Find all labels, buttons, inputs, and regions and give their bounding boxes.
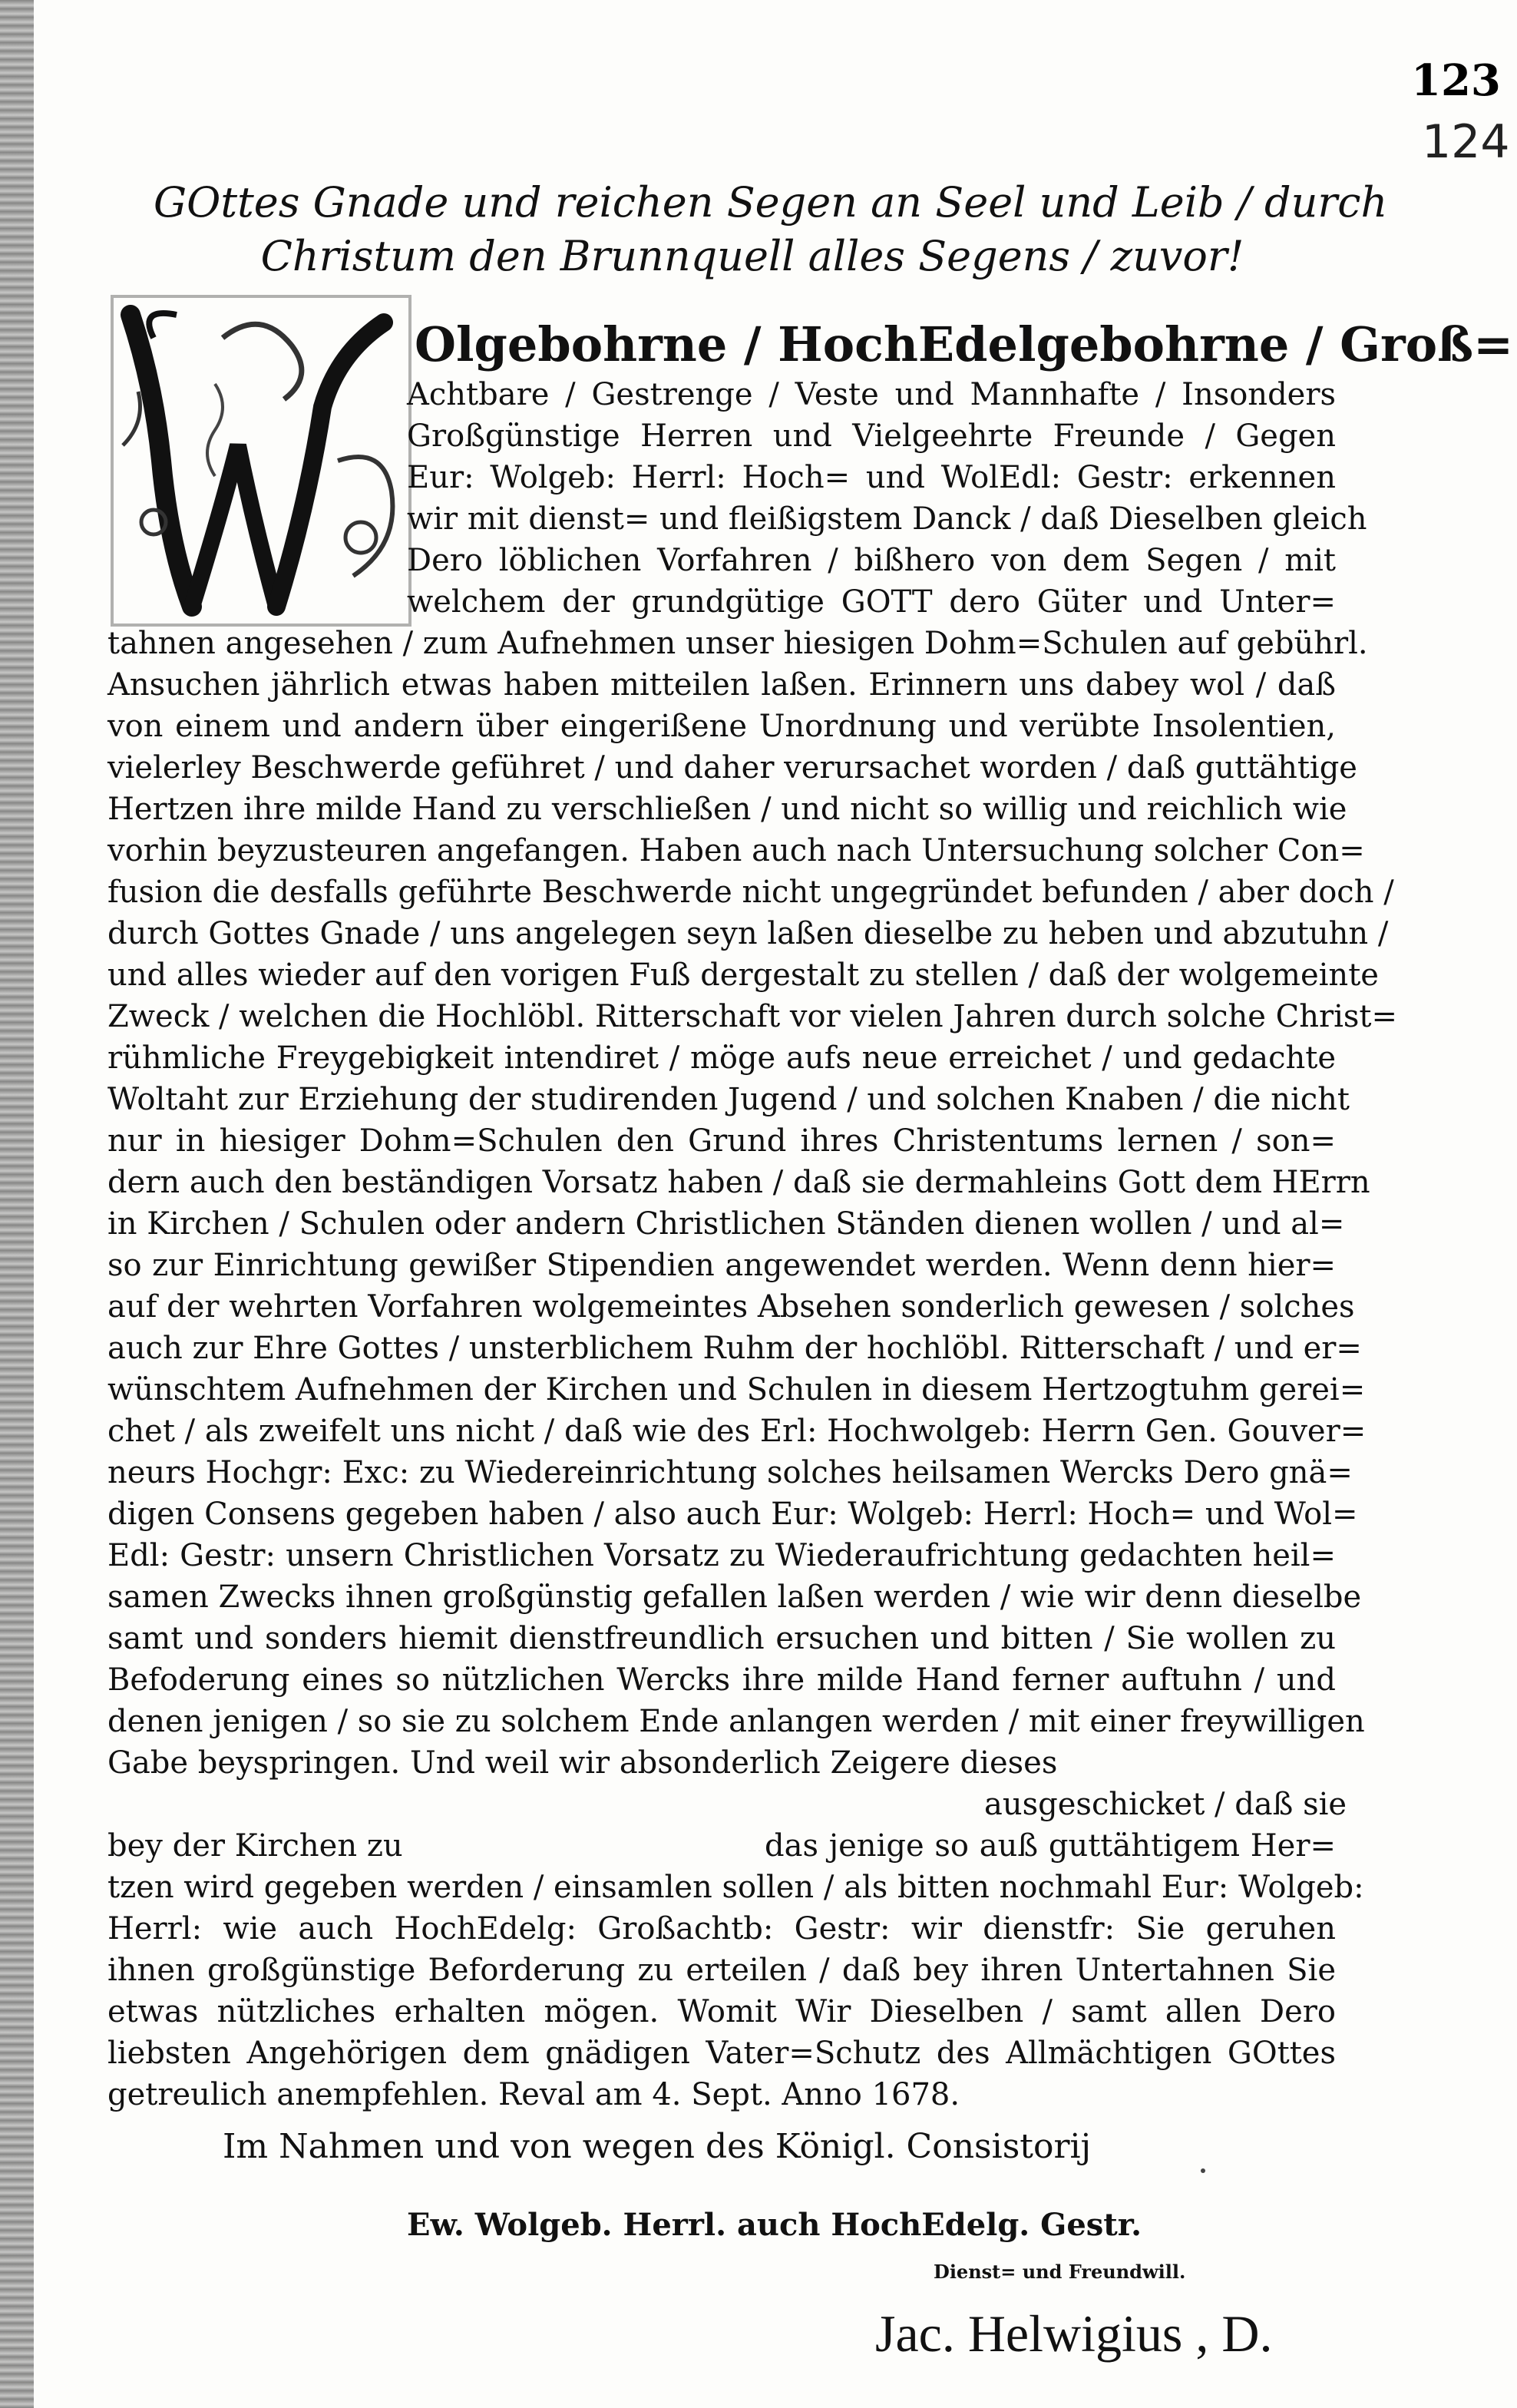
page-number: 123	[1411, 55, 1501, 106]
tail-line-6: getreulich anempfehlen. Reval am 4. Sept. Anno 1678.	[107, 2077, 960, 2112]
body-line-30: Edl: Gestr: unsern Christlichen Vorsatz zu Wiederaufrichtung gedachten heil=	[107, 1538, 1336, 1573]
body-line-20: nur in hiesiger Dohm=Schulen den Grund ihres Christentums lernen / son=	[107, 1123, 1336, 1159]
page-number-handwritten: 124	[1422, 115, 1510, 169]
body-line-12: Hertzen ihre milde Hand zu verschließen / und nicht so willig und reichlich wie	[107, 792, 1347, 827]
body-line-27: chet / als zweifelt uns nicht / daß wie des Erl: Hochwolgeb: Herrn Gen. Gouver=	[107, 1414, 1367, 1449]
signature: Jac. Helwigius , D.	[875, 2304, 1273, 2363]
tail-line-3: ihnen großgünstige Beforderung zu erteilen / daß bey ihren Untertahnen Sie	[107, 1953, 1336, 1988]
consistory-line: Im Nahmen und von wegen des Königl. Consistorij	[223, 2127, 1092, 2166]
heading-line-1: GOttes Gnade und reichen Segen an Seel und Leib / durch	[154, 178, 1388, 227]
tail-line-1: tzen wird gegeben werden / einsamlen sollen / als bitten nochmahl Eur: Wolgeb:	[107, 1870, 1364, 1905]
body-line-26: wünschtem Aufnehmen der Kirchen und Schulen in diesem Hertzogtuhm gerei=	[107, 1372, 1366, 1407]
address-line: Ew. Wolgeb. Herrl. auch HochEdelg. Gestr.	[407, 2207, 1142, 2243]
body-line-16: und alles wieder auf den vorigen Fuß dergestalt zu stellen / daß der wolgemeinte	[107, 958, 1379, 993]
body-line-22: in Kirchen / Schulen oder andern Christlichen Ständen dienen wollen / und al=	[107, 1206, 1345, 1242]
body-line-8: tahnen angesehen / zum Aufnehmen unser hiesigen Dohm=Schulen auf gebührl.	[107, 626, 1368, 661]
body-line-11: vielerley Beschwerde geführet / und daher verursachet worden / daß guttähtige	[107, 750, 1357, 786]
body-line-24: auf der wehrten Vorfahren wolgemeintes Absehen sonderlich gewesen / solches	[107, 1289, 1355, 1325]
heading-line-2: Christum den Brunnquell alles Segens / zuvor!	[260, 232, 1244, 280]
body-line-33: Befoderung eines so nützlichen Wercks ihre milde Hand ferner auftuhn / und	[107, 1662, 1336, 1698]
service-line: Dienst= und Freundwill.	[934, 2261, 1186, 2283]
body-line-17: Zweck / welchen die Hochlöbl. Ritterschaft vor vielen Jahren durch solche Christ=	[107, 999, 1398, 1034]
body-line-14: fusion die desfalls geführte Beschwerde nicht ungegründet befunden / aber doch /	[107, 875, 1394, 910]
body-line-6: Dero löblichen Vorfahren / bißhero von dem Segen / mit	[407, 543, 1336, 578]
body-line-7: welchem der grundgütige GOTT dero Güter und Unter=	[407, 584, 1336, 620]
body-line-13: vorhin beyzusteuren angefangen. Haben auch nach Untersuchung solcher Con=	[107, 833, 1365, 868]
body-line-25: auch zur Ehre Gottes / unsterblichem Ruhm der hochlöbl. Ritterschaft / und er=	[107, 1331, 1362, 1366]
body-line-35: Gabe beyspringen. Und weil wir absonderlich Zeigere dieses	[107, 1745, 1058, 1781]
drop-cap-ornament	[107, 292, 415, 630]
body-line-2: Achtbare / Gestrenge / Veste und Mannhafte / Insonders	[407, 377, 1336, 412]
ink-speck	[1201, 2168, 1205, 2173]
body-line-23: so zur Einrichtung gewißer Stipendien angewendet werden. Wenn denn hier=	[107, 1248, 1336, 1283]
body-line-3: Großgünstige Herren und Vielgeehrte Freunde / Gegen	[407, 418, 1336, 454]
drop-cap-w	[107, 292, 415, 630]
tail-line-4: etwas nützliches erhalten mögen. Womit Wir Dieselben / samt allen Dero	[107, 1994, 1336, 2029]
body-line-18: rühmliche Freygebigkeit intendiret / möge aufs neue erreichet / und gedachte	[107, 1040, 1336, 1076]
body-line-34: denen jenigen / so sie zu solchem Ende anlangen werden / mit einer freywilligen	[107, 1704, 1365, 1739]
body-line-4: Eur: Wolgeb: Herrl: Hoch= und WolEdl: Gestr: erkennen	[407, 460, 1336, 495]
body-line-10: von einem und andern über eingerißene Unordnung und verübte Insolentien,	[107, 709, 1336, 744]
body-line-28: neurs Hochgr: Exc: zu Wiedereinrichtung solches heilsamen Wercks Dero gnä=	[107, 1455, 1353, 1490]
tail-line-2: Herrl: wie auch HochEdelg: Großachtb: Gestr: wir dienstfr: Sie geruhen	[107, 1911, 1336, 1947]
body-line-31: samen Zwecks ihnen großgünstig gefallen laßen werden / wie wir denn dieselbe	[107, 1579, 1362, 1615]
body-line-1: Olgebohrne / HochEdelgebohrne / Groß=	[415, 316, 1514, 372]
gap-line-left: bey der Kirchen zu	[107, 1828, 403, 1864]
body-line-29: digen Consens gegeben haben / also auch Eur: Wolgeb: Herrl: Hoch= und Wol=	[107, 1497, 1358, 1532]
body-line-19: Woltaht zur Erziehung der studirenden Jugend / und solchen Knaben / die nicht	[107, 1082, 1350, 1117]
scan-edge	[0, 0, 34, 2408]
body-line-32: samt und sonders hiemit dienstfreundlich ersuchen und bitten / Sie wollen zu	[107, 1621, 1336, 1656]
tail-line-5: liebsten Angehörigen dem gnädigen Vater=Schutz des Allmächtigen GOttes	[107, 2036, 1336, 2071]
gap-line-mid: das jenige so auß guttähtigem Her=	[765, 1828, 1336, 1864]
body-line-5: wir mit dienst= und fleißigstem Danck / daß Dieselben gleich	[407, 501, 1367, 537]
body-line-9: Ansuchen jährlich etwas haben mitteilen laßen. Erinnern uns dabey wol / daß	[107, 667, 1336, 703]
body-line-15: durch Gottes Gnade / uns angelegen seyn laßen dieselbe zu heben und abzutuhn /	[107, 916, 1389, 951]
body-line-21: dern auch den beständigen Vorsatz haben / daß sie dermahleins Gott dem HErrn	[107, 1165, 1370, 1200]
gap-line-right: ausgeschicket / daß sie	[984, 1787, 1347, 1822]
